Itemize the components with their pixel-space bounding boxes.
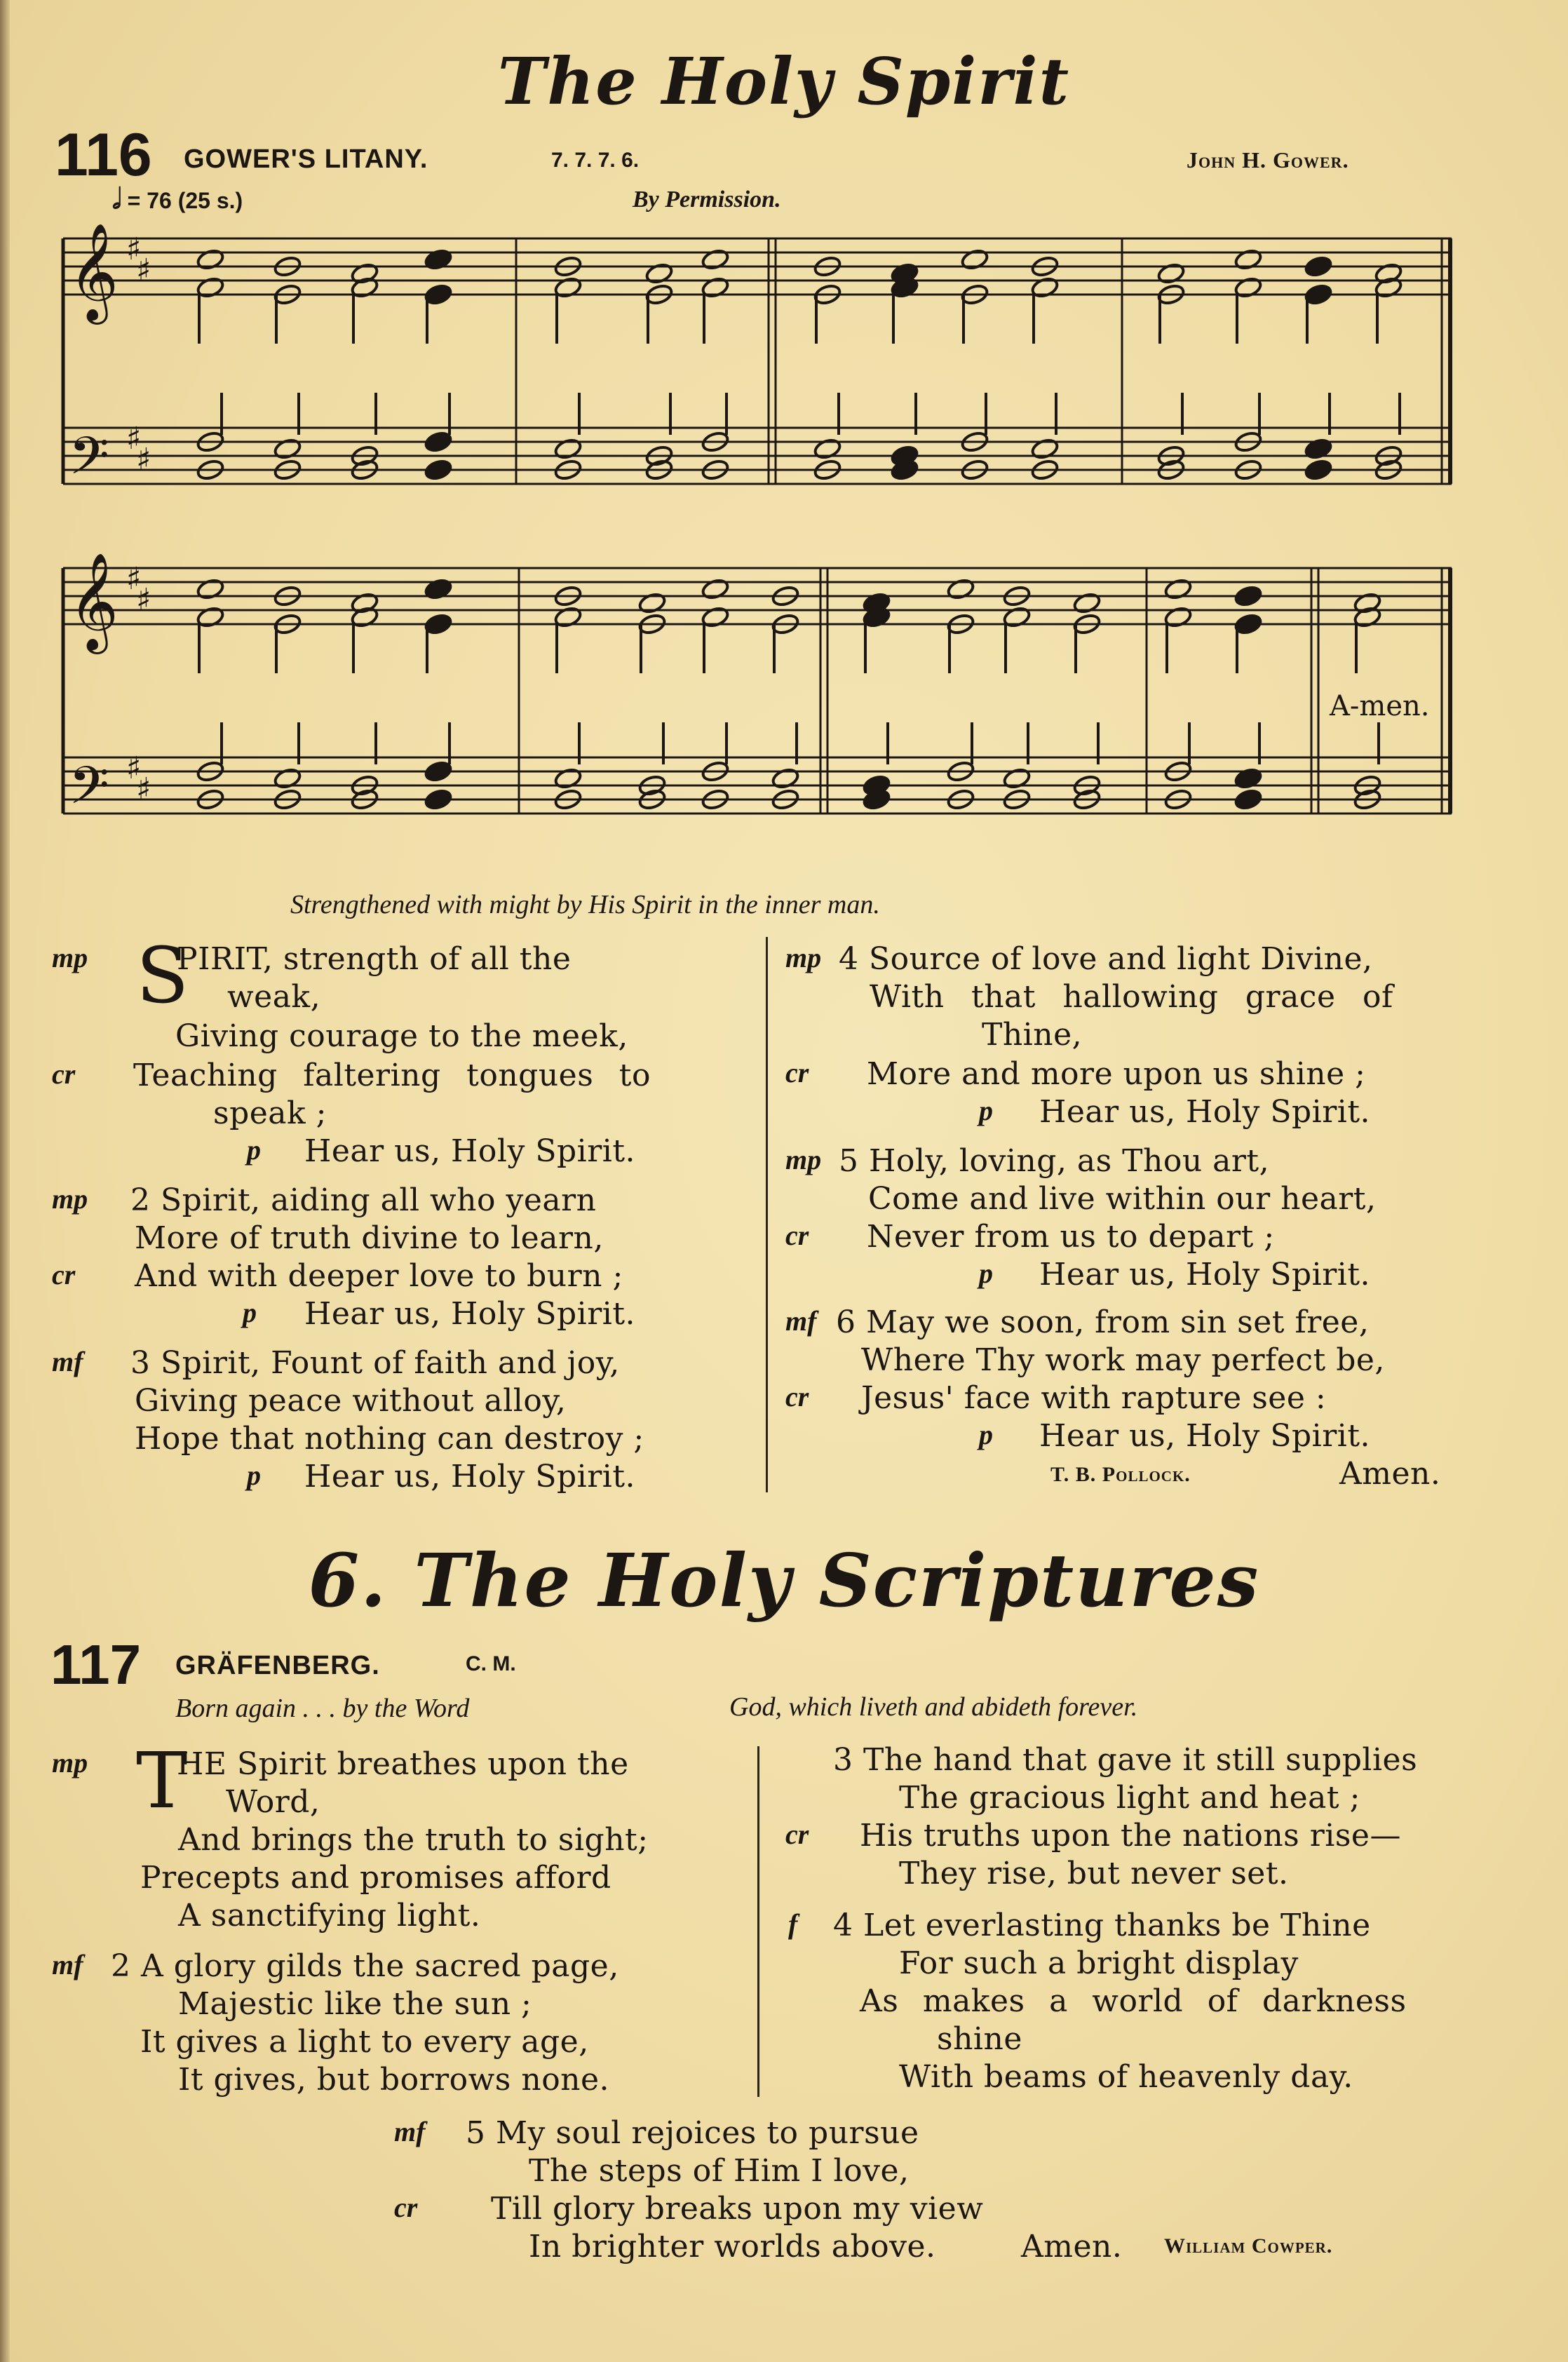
note-head [1234,788,1262,811]
note-head [701,248,729,271]
verse-line: Word, [226,1784,320,1820]
verse-line: HE Spirit breathes upon the [177,1746,629,1782]
composer-116: John H. Gower. [1187,147,1349,173]
dynamic-mf: mf [52,1346,83,1377]
note-head [196,578,224,601]
verse-line: weak, [227,979,321,1015]
verse-line: Giving courage to the meek, [175,1018,628,1054]
sharp-icon: ♯ [136,442,151,478]
note-heads [196,248,1403,811]
verse-line: With that hallowing grace of [870,979,1393,1015]
verse-line: For such a bright display [899,1945,1299,1981]
meter-117: C. M. [466,1652,516,1675]
verse-line: They rise, but never set. [899,1856,1289,1891]
verse-line: And with deeper love to burn ; [135,1258,623,1294]
tune-name-116: GOWER'S LITANY. [184,144,428,174]
note-head [960,248,989,271]
verse-line: Thine, [982,1017,1083,1053]
note-head [1304,459,1332,482]
verse-line: speak ; [213,1095,327,1131]
epigraph-117-right: God, which liveth and abideth forever. [729,1692,1138,1722]
dynamic-p: p [979,1095,993,1126]
dynamic-cr: cr [785,1220,809,1251]
sharp-icon: ♯ [136,771,151,807]
verse-line: The gracious light and heat ; [899,1780,1360,1816]
note-head [553,438,582,461]
amen-label: A-men. [1330,690,1430,722]
verse-line: A sanctifying light. [178,1898,481,1934]
verse-line: 4 Let everlasting thanks be Thine [833,1908,1371,1943]
sharp-icon: ♯ [126,750,142,786]
dynamic-p: p [243,1297,257,1328]
verse-line: 6 May we soon, from sin set free, [836,1304,1370,1340]
sharp-icon: ♯ [126,561,142,597]
sharp-icon: ♯ [136,582,151,618]
note-head [946,578,975,601]
refrain-line: Hear us, Holy Spirit. [304,1133,635,1169]
author-116: T. B. Pollock. [1050,1463,1191,1486]
amen-117: Amen. [1021,2229,1123,2265]
note-head [273,438,302,461]
note-head [196,248,224,271]
verse-line: 5 Holy, loving, as Thou art, [839,1143,1270,1179]
bass-clef-icon: 𝄢 [69,755,109,829]
verse-line: Hope that nothing can destroy ; [135,1421,644,1457]
note-head [644,262,673,285]
permission-note: By Permission. [633,187,781,212]
dynamic-cr: cr [394,2192,418,2223]
note-head [1304,438,1332,461]
dynamic-mf: mf [785,1305,817,1337]
dynamic-cr: cr [785,1381,809,1412]
section-title-holy-spirit: The Holy Spirit [497,43,1071,119]
tempo-text: = 76 (25 s.) [127,188,243,213]
refrain-line: Hear us, Holy Spirit. [1039,1418,1370,1454]
verse-line: Precepts and promises afford [140,1860,611,1896]
note-head [1156,262,1185,285]
note-head [701,578,729,601]
dynamic-mf: mf [52,1949,83,1980]
verse-line: Where Thy work may perfect be, [861,1342,1385,1378]
column-divider-116 [766,937,768,1492]
dynamic-p: p [247,1134,261,1166]
verse-line: More and more upon us shine ; [867,1056,1366,1092]
amen-116: Amen. [1339,1456,1441,1492]
author-117: William Cowper. [1164,2234,1333,2258]
verse-line: 3 The hand that gave it still supplies [833,1742,1418,1778]
dynamic-mp: mp [52,1747,88,1779]
note-head [1163,578,1192,601]
dynamic-p: p [247,1459,261,1491]
verse-line: Never from us to depart ; [867,1219,1275,1255]
page-binding-edge [0,0,10,2362]
refrain-line: Hear us, Holy Spirit. [304,1296,635,1332]
note-head [1304,255,1332,278]
dynamic-mp: mp [52,1183,88,1215]
dynamic-mp: mp [785,1144,822,1175]
verse-line: Teaching faltering tongues to [133,1058,651,1093]
hymn-number-117: 117 [50,1633,142,1696]
verse-line: With beams of heavenly day. [899,2059,1353,2095]
sharp-icon: ♯ [126,231,142,267]
verse-line: 4 Source of love and light Divine, [839,941,1373,977]
note-head [771,767,799,790]
dynamic-cr: cr [785,1818,809,1850]
meter-116: 7. 7. 7. 6. [551,149,640,172]
verse-line: 2 Spirit, aiding all who yearn [130,1182,597,1218]
verse-line: Till glory breaks upon my view [491,2191,984,2227]
verse-line: In brighter worlds above. [529,2229,936,2265]
dynamic-p: p [979,1257,993,1289]
note-head [424,459,452,482]
dynamic-mp: mp [785,942,822,973]
epigraph-117-left: Born again . . . by the Word [175,1694,470,1723]
dynamic-p: p [979,1419,993,1450]
half-note-icon: 𝅗𝅥 [112,184,121,215]
note-head [637,592,666,615]
dynamic-mp: mp [52,942,88,973]
epigraph-116: Strengthened with might by His Spirit in the inner man. [290,890,880,919]
verse-line: 2 A glory gilds the sacred page, [111,1948,619,1984]
tune-name-117: GRÄFENBERG. [175,1651,380,1680]
note-head [273,767,302,790]
note-head [1234,585,1262,608]
verse-line: It gives a light to every age, [140,2024,589,2060]
drop-cap-t: T [136,1736,188,1826]
refrain-line: Hear us, Holy Spirit. [304,1459,635,1494]
verse-line: PIRIT, strength of all the [177,941,572,977]
verse-line: Majestic like the sun ; [178,1986,532,2022]
music-score-116 [56,210,1459,898]
note-head [813,438,842,461]
verse-line: shine [937,2021,1022,2057]
verse-line: And brings the truth to sight; [178,1822,649,1858]
dynamic-f: f [788,1908,798,1940]
refrain-line: Hear us, Holy Spirit. [1039,1257,1370,1293]
sharp-icon: ♯ [126,421,142,457]
note-head [424,248,452,271]
note-head [424,578,452,601]
verse-line: Come and live within our heart, [868,1181,1377,1217]
verse-line: The steps of Him I love, [529,2153,910,2189]
verse-line: It gives, but borrows none. [178,2062,610,2098]
dynamic-mf: mf [394,2116,426,2147]
treble-clef-icon: 𝄞 [69,223,119,320]
section-title-holy-scriptures: 6. The Holy Scriptures [308,1537,1260,1624]
note-head [1234,248,1262,271]
note-head [1030,438,1059,461]
note-head [553,767,582,790]
note-head [424,788,452,811]
hymn-number-116: 116 [55,121,152,189]
verse-line: Jesus' face with rapture see : [861,1380,1327,1416]
verse-line: As makes a world of darkness [860,1983,1407,2019]
dynamic-cr: cr [52,1259,76,1290]
column-divider-117 [757,1746,759,2097]
sharp-icon: ♯ [136,252,151,288]
verse-line: 3 Spirit, Fount of faith and joy, [130,1345,620,1381]
verse-line: Giving peace without alloy, [135,1383,567,1419]
refrain-line: Hear us, Holy Spirit. [1039,1094,1370,1130]
verse-line: 5 My soul rejoices to pursue [466,2115,919,2151]
bass-clef-icon: 𝄢 [69,426,109,499]
verse-line: His truths upon the nations rise— [860,1818,1401,1854]
note-head [1234,767,1262,790]
drop-cap-s: S [136,931,189,1020]
dynamic-cr: cr [785,1057,809,1088]
treble-clef-icon: 𝄞 [69,553,119,650]
verse-line: More of truth divine to learn, [135,1220,604,1256]
note-head [1002,767,1031,790]
note-head [1072,592,1101,615]
dynamic-cr: cr [52,1058,76,1090]
